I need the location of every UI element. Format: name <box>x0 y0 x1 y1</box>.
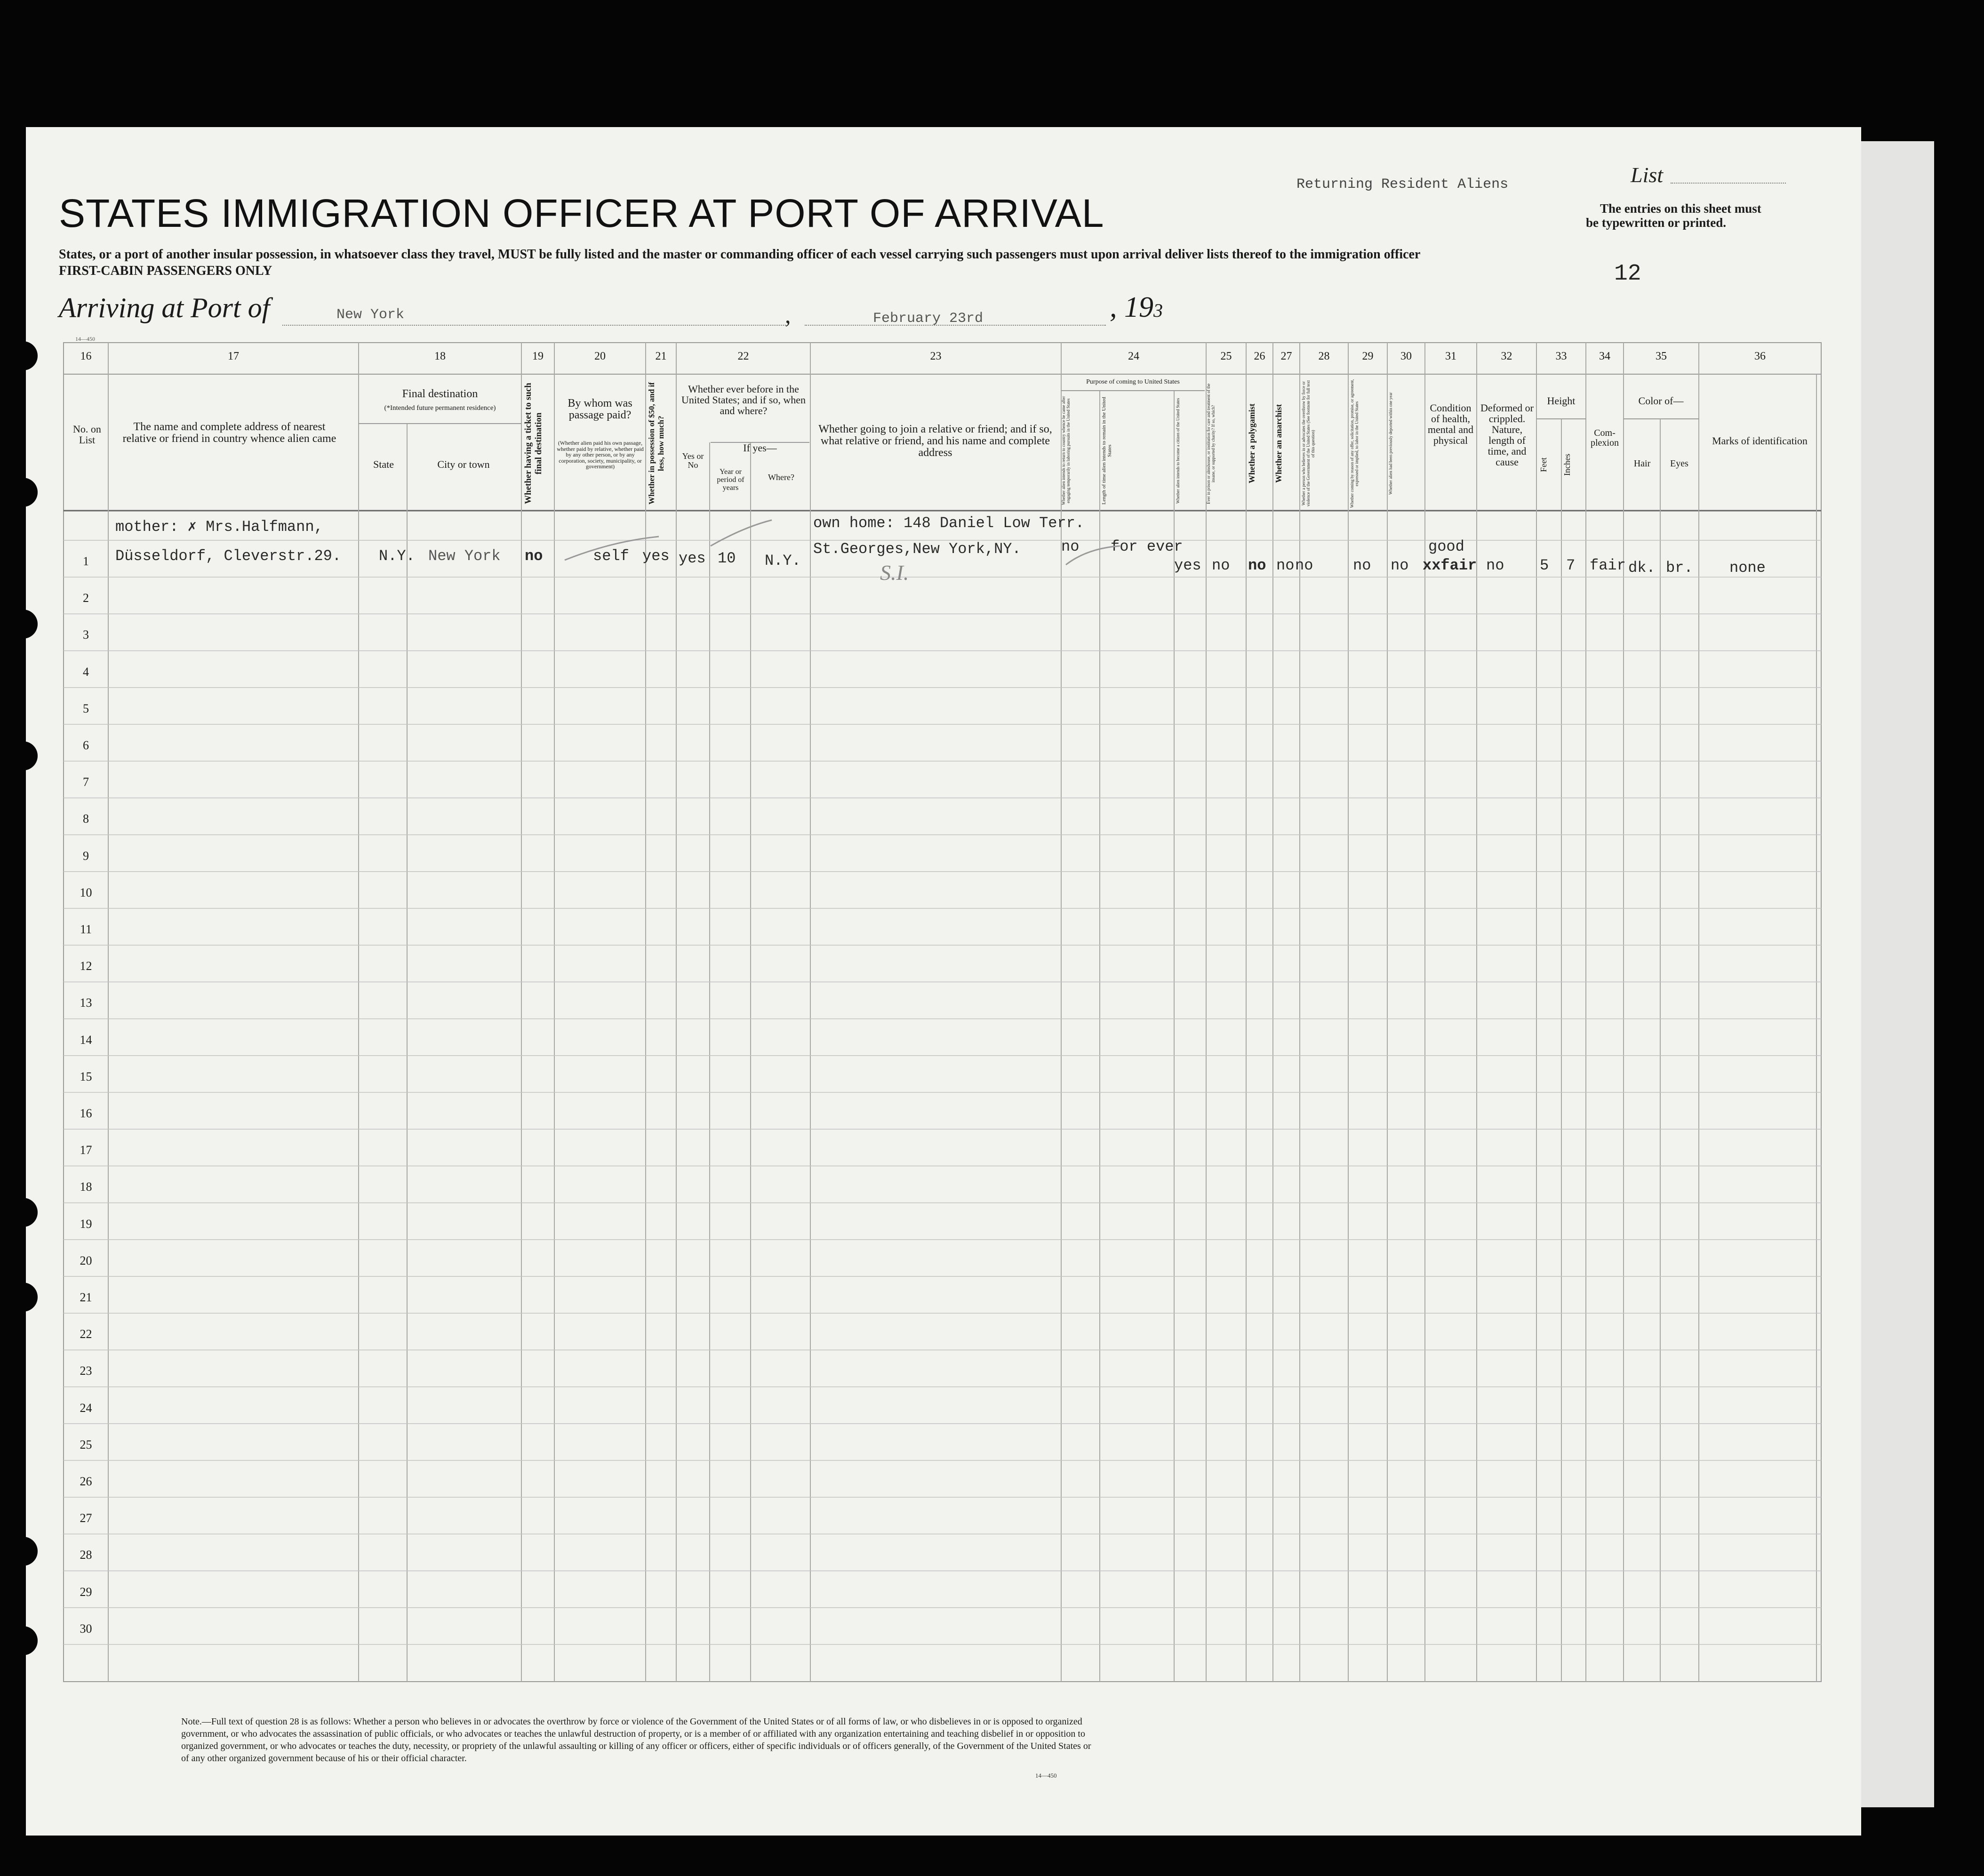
row-number: 15 <box>80 1069 92 1083</box>
entry-complexion: fair <box>1590 557 1626 574</box>
header-final-destination-note: (*Intended future permanent residence) <box>384 404 496 412</box>
entry-money: yes <box>642 547 670 565</box>
entry-passage: self <box>593 547 629 565</box>
header-deformed: Deformed or crippled. Nature, length of time, and cause <box>1480 402 1534 468</box>
header-prison: Ever in prison or almshouse, or institution for care and treatment of the insane, or supported by charity? If so, which? <box>1206 383 1216 504</box>
header-citizen: Whether alien intends to become a citizen of the United States <box>1176 398 1180 504</box>
header-color-of: Color of— <box>1638 395 1684 407</box>
row-number: 21 <box>80 1291 92 1304</box>
entry-feet: 5 <box>1540 557 1549 574</box>
sheet-number: 12 <box>1614 261 1641 287</box>
row-number: 29 <box>80 1585 92 1599</box>
header-passage-note: (Whether alien paid his own passage, whether paid by relative, whether paid by any other person, or by any corporation, society, municipality, or government) <box>557 440 644 470</box>
header-purpose: Purpose of coming to United States <box>1086 378 1180 385</box>
column-number: 20 <box>594 350 606 362</box>
row-number: 6 <box>83 738 89 752</box>
row-number: 17 <box>80 1143 92 1157</box>
header-no-on-list: No. on List <box>73 423 101 446</box>
row-number: 1 <box>83 554 89 568</box>
header-complexion: Com-plexion <box>1591 428 1619 448</box>
column-number: 21 <box>655 350 667 362</box>
header-health: Condition of health, mental and physical <box>1427 402 1474 447</box>
header-inches: Inches <box>1562 454 1572 476</box>
row-number: 18 <box>80 1180 92 1194</box>
header-join: Whether going to join a relative or friend; and if so, what relative or friend, and his name and complete address <box>818 423 1052 459</box>
column-number: 36 <box>1754 350 1766 362</box>
comma-2: , <box>1110 291 1117 323</box>
form-subtitle: States, or a port of another insular possession, in whatsoever class they travel, MUST be fully listed and the master or commanding officer of each vessel carrying such passengers must upon arrival deliver lists thereof to the immigration officer <box>59 247 1421 262</box>
entry-city: New York <box>428 547 501 565</box>
header-passage: By whom was passage paid? <box>568 397 632 422</box>
form-title: STATES IMMIGRATION OFFICER AT PORT OF ARRIVAL <box>59 191 1104 235</box>
join-line-2: St.Georges,New York,NY. <box>813 540 1021 558</box>
column-number: 32 <box>1501 350 1512 362</box>
strike-xx: xx <box>1423 557 1441 574</box>
entry-overthrow: no <box>1295 557 1313 574</box>
row-number: 27 <box>80 1511 92 1525</box>
row-number: 19 <box>80 1217 92 1231</box>
header-relative: The name and complete address of nearest relative or friend in country whence alien came <box>122 421 336 445</box>
pencil-tick <box>711 520 772 546</box>
footnote-form-number: 14—450 <box>1035 1772 1057 1779</box>
row-number: 11 <box>80 922 92 936</box>
column-number: 27 <box>1280 350 1292 362</box>
header-labor: Whether coming by reason of any offer, solicitation, promise, or agreement, expressed or implied, to labor in the United States <box>1350 379 1359 508</box>
column-number: 18 <box>434 350 446 362</box>
header-anarchist: Whether an anarchist <box>1274 404 1283 483</box>
join-handwritten: S.I. <box>880 561 909 585</box>
column-number: 31 <box>1445 350 1456 362</box>
column-number: 33 <box>1555 350 1567 362</box>
row-number: 5 <box>83 701 89 715</box>
entry-health-good: good <box>1428 538 1464 555</box>
entry-deformed: no <box>1486 557 1504 574</box>
column-number: 17 <box>228 350 239 362</box>
row-number: 14 <box>80 1033 92 1047</box>
header-polygamist: Whether a polygamist <box>1247 403 1256 484</box>
column-number: 23 <box>930 350 942 362</box>
entry-state: N.Y. <box>379 547 415 565</box>
row-number: 7 <box>83 775 89 789</box>
entry-prison: no <box>1212 557 1230 574</box>
column-number: 22 <box>737 350 749 362</box>
header-where: Where? <box>768 473 794 482</box>
row-number: 8 <box>83 812 89 826</box>
header-city: City or town <box>437 458 490 470</box>
year-suffix: 3 <box>1153 300 1163 321</box>
row-number: 24 <box>80 1401 92 1415</box>
typewritten-note-1: The entries on this sheet must <box>1600 201 1761 216</box>
header-hair: Hair <box>1633 458 1651 469</box>
header-marks: Marks of identification <box>1712 435 1808 447</box>
column-number: 16 <box>80 350 92 362</box>
row-number: 2 <box>83 591 89 605</box>
column-number: 19 <box>532 350 544 362</box>
row-number: 3 <box>83 628 89 642</box>
footnote: Note.—Full text of question 28 is as follows: Whether a person who believes in or advocates the overthrow by force or violence of the Government of the United States or of all forms of law, or who disbelieves in or is opposed to organized government, or who advocates the assassination of public officials, or who advocates or teaches the unlawful destruction of property, or is a member of or affiliated with any organization entertaining and teaching disbelief in or opposition to organized government, or who advocates or teaches the duty, necessity, or propriety of the unlawful assaulting or killing of any officer or officers, either of specific individuals or of officers generally, of the Government of the United States or of any other organized government because of his or their official character. <box>181 1716 1091 1764</box>
header-ticket: Whether having a ticket to such final destination <box>523 383 544 505</box>
row-number: 9 <box>83 849 89 863</box>
header-ever-before: Whether ever before in the United States; and if so, when and where? <box>681 383 806 417</box>
header-state: State <box>373 458 394 470</box>
column-number: 35 <box>1656 350 1667 362</box>
row-number: 28 <box>80 1548 92 1562</box>
header-eyes: Eyes <box>1670 458 1688 469</box>
date-value: February 23rd <box>873 311 984 327</box>
header-return-temp: Whether alien intends to return to country whence he came after engaging temporarily in laboring pursuits in the United States <box>1061 396 1071 505</box>
header-final-destination: Final destination <box>402 388 478 400</box>
entry-marks: none <box>1729 559 1766 577</box>
entry-deported: no <box>1391 557 1409 574</box>
list-label: List <box>1631 163 1664 187</box>
typewritten-note-2: be typewritten or printed. <box>1586 216 1726 230</box>
port-value: New York <box>336 307 405 323</box>
pencil-tick <box>1066 546 1120 565</box>
arriving-label: Arriving at Port of <box>59 292 270 323</box>
row-number: 4 <box>83 665 89 679</box>
returning-label: Returning Resident Aliens <box>1296 176 1509 192</box>
row-number: 26 <box>80 1475 92 1488</box>
column-number: 24 <box>1128 350 1139 362</box>
entry-before-years: 10 <box>718 550 736 567</box>
column-number: 29 <box>1362 350 1374 362</box>
row-number: 20 <box>80 1253 92 1267</box>
entry-before-where: N.Y. <box>765 552 801 569</box>
header-money: Whether in possession of $50, and if less, how much? <box>647 382 665 505</box>
entry-hair: dk. <box>1628 559 1656 577</box>
entry-polygamist: no <box>1248 557 1266 574</box>
row-number: 30 <box>80 1621 92 1635</box>
entry-before-yes: yes <box>679 550 706 567</box>
column-number: 25 <box>1220 350 1232 362</box>
entry-labor: no <box>1353 557 1371 574</box>
comma: , <box>785 302 791 328</box>
pencil-tick <box>565 537 659 560</box>
entry-return-temp: no <box>1061 538 1080 555</box>
header-length: Length of time alien intends to remain in the United States <box>1101 397 1112 505</box>
row-number: 22 <box>80 1327 92 1341</box>
row-number: 25 <box>80 1437 92 1451</box>
struck-fair: fair <box>1440 557 1477 574</box>
header-feet: Feet <box>1539 457 1548 472</box>
header-height: Height <box>1547 395 1576 407</box>
header-yes-no: Yes or No <box>682 451 704 470</box>
row-number: 16 <box>80 1106 92 1120</box>
row-number: 13 <box>80 996 92 1010</box>
class-line: FIRST-CABIN PASSENGERS ONLY <box>59 264 272 278</box>
header-deported: Whether alien had been previously deported within one year <box>1388 392 1393 495</box>
form-number-top: 14—450 <box>75 336 95 342</box>
column-number: 34 <box>1599 350 1610 362</box>
entry-length: for ever <box>1111 538 1183 555</box>
row-number: 23 <box>80 1364 92 1378</box>
relative-line-1: mother: ✗ Mrs.Halfmann, <box>115 518 323 536</box>
header-overthrow: Whether a person who believes in or advocates the overthrow by force or violence of the Government of the United States (See footnote for full text of this question) <box>1301 380 1315 507</box>
entry-inches: 7 <box>1566 557 1576 574</box>
relative-line-2: Düsseldorf, Cleverstr.29. <box>115 547 342 565</box>
column-number: 28 <box>1318 350 1330 362</box>
entry-eyes: br. <box>1666 559 1693 577</box>
year-prefix: 19 <box>1124 291 1153 323</box>
header-year: Year or period of years <box>717 468 744 492</box>
header-if-yes: If yes— <box>743 442 777 454</box>
row-number: 12 <box>80 959 92 973</box>
entry-ticket: no <box>525 547 543 565</box>
entry-citizen: yes <box>1174 557 1201 574</box>
column-number: 30 <box>1400 350 1412 362</box>
entry-anarchist: no <box>1276 557 1295 574</box>
join-line-1: own home: 148 Daniel Low Terr. <box>813 514 1085 532</box>
row-number: 10 <box>80 885 92 899</box>
column-number: 26 <box>1254 350 1265 362</box>
